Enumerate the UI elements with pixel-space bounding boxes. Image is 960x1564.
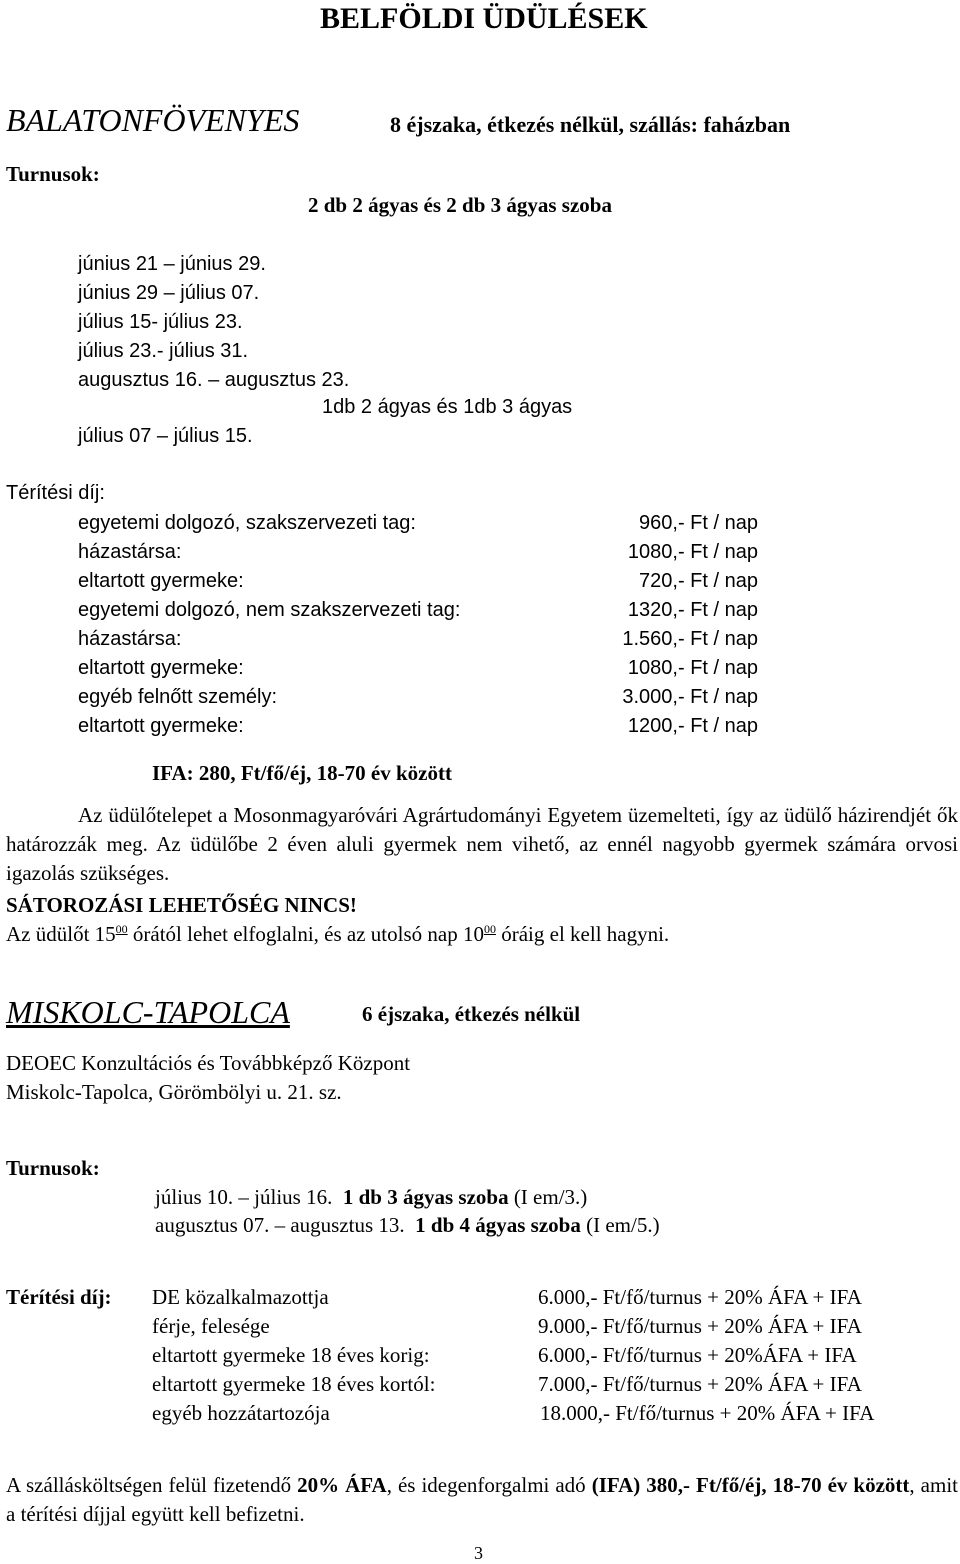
venue-name: DEOEC Konzultációs és Továbbképző Központ	[6, 1051, 411, 1075]
final-paragraph: A szállásköltségen felül fizetendő 20% ÁFA, és idegenforgalmi adó (IFA) 380,- Ft/fő/éj, 18-70 év között, amit a térítési díjjal együtt kell befizetni.	[6, 1473, 959, 1526]
fee-row-price: 9.000,- Ft/fő/turnus + 20% ÁFA + IFA	[538, 1314, 862, 1338]
fee-row	[78, 570, 758, 599]
page-title: BELFÖLDI ÜDÜLÉSEK	[320, 2, 648, 35]
fee-row-price: 1.560,- Ft / nap	[622, 628, 758, 650]
fee-row-label: egyéb felnőtt személy:	[78, 686, 277, 708]
fee-row-label: egyetemi dolgozó, szakszervezeti tag:	[78, 512, 416, 534]
list-item: augusztus 16. – augusztus 23.	[78, 369, 350, 391]
list-item: július 15- július 23.	[78, 311, 243, 333]
page-number: 3	[474, 1543, 483, 1563]
fee-row	[78, 657, 758, 686]
fee-row-price: 3.000,- Ft / nap	[622, 686, 758, 708]
fee-row-price: 7.000,- Ft/fő/turnus + 20% ÁFA + IFA	[538, 1372, 862, 1396]
checkin-text: Az üdülőt $15^{00}$ órától lehet elfoglalni, és az utolsó nap $10^{00}$ óráig el kell hagyni.	[6, 922, 670, 946]
fee-row-price: 1080,- Ft / nap	[627, 541, 758, 563]
rooms-note-2: 1db 2 ágyas és 1db 3 ágyas	[322, 396, 573, 418]
fee-row-price: 6.000,- Ft/fő/turnus + 20% ÁFA + IFA	[538, 1285, 862, 1309]
turnusok-label: Turnusok:	[6, 1156, 100, 1180]
fee-row-price: 960,- Ft / nap	[639, 512, 758, 534]
list-item: július 07 – július 15.	[78, 425, 253, 447]
fee-row-price: 1080,- Ft / nap	[627, 657, 758, 679]
fee-row-price: 1200,- Ft / nap	[627, 715, 758, 737]
fee-row	[78, 628, 758, 657]
fee-row-label: eltartott gyermeke 18 éves kortól:	[152, 1372, 436, 1396]
fee-row	[78, 715, 758, 744]
venue-address: Miskolc-Tapolca, Görömbölyi u. 21. sz.	[6, 1080, 342, 1104]
fee-row	[78, 512, 758, 541]
balaton-subtitle: 8 éjszaka, étkezés nélkül, szállás: faházban	[390, 112, 791, 137]
fee-row-price: 6.000,- Ft/fő/turnus + 20%ÁFA + IFA	[538, 1343, 857, 1367]
fee-row-label: egyetemi dolgozó, nem szakszervezeti tag:	[78, 599, 461, 621]
balaton-date-list	[78, 250, 349, 395]
ifa-note: IFA: 280, Ft/fő/éj, 18-70 év között	[152, 761, 452, 785]
fee-row	[0, 1285, 960, 1314]
fee-row-label: eltartott gyermeke 18 éves korig:	[152, 1343, 430, 1367]
fee-row-label: eltartott gyermeke:	[78, 657, 244, 679]
fee-row	[0, 1343, 960, 1372]
fee-row-label: házastársa:	[78, 628, 182, 650]
list-item: július 23.- július 31.	[78, 340, 249, 362]
fee-row-price: 18.000,- Ft/fő/turnus + 20% ÁFA + IFA	[540, 1401, 875, 1425]
fee-row-label: férje, felesége	[152, 1314, 270, 1338]
fee-row-price: 1320,- Ft / nap	[627, 599, 758, 621]
section-title-miskolc-tapolca: MISKOLC-TAPOLCA	[6, 994, 290, 1030]
fee-row	[0, 1372, 960, 1401]
list-item: június 29 – július 07.	[78, 282, 260, 304]
fee-row	[78, 686, 758, 715]
fee-row-label: egyéb hozzátartozója	[152, 1401, 330, 1425]
fee-row-label: DE közalkalmazottja	[152, 1285, 329, 1309]
fee-row	[0, 1401, 960, 1430]
fee-row-label: eltartott gyermeke:	[78, 570, 244, 592]
fee-label: Térítési díj:	[6, 482, 105, 504]
warning-text: SÁTOROZÁSI LEHETŐSÉG NINCS!	[6, 893, 357, 917]
miskolc-subtitle: 6 éjszaka, étkezés nélkül	[362, 1002, 581, 1026]
fee-row	[78, 541, 758, 570]
section-title-balatonfovenyes: BALATONFÖVENYES	[6, 102, 300, 138]
fee-row	[0, 1314, 960, 1343]
list-item: július 10. – július 16. 1 db 3 ágyas szoba (I em/3.)	[155, 1185, 588, 1209]
rooms-note: 2 db 2 ágyas és 2 db 3 ágyas szoba	[308, 193, 612, 217]
fee-label: Térítési díj:	[6, 1285, 112, 1309]
fee-row-price: 720,- Ft / nap	[639, 570, 758, 592]
fee-row	[78, 599, 758, 628]
info-paragraph: Az üdülőtelepet a Mosonmagyaróvári Agrártudományi Egyetem üzemelteti, így az üdülő házirendjét ők határozzák meg. Az üdülőbe 2 éven aluli gyermek nem vihető, az ennél nagyobb gyermek számára orvosi igazolás szükséges.	[6, 803, 958, 885]
list-item: június 21 – június 29.	[78, 253, 266, 275]
fee-row-label: házastársa:	[78, 541, 182, 563]
list-item: augusztus 07. – augusztus 13. 1 db 4 ágyas szoba (I em/5.)	[155, 1213, 660, 1237]
turnusok-label: Turnusok:	[6, 162, 100, 186]
fee-row-label: eltartott gyermeke:	[78, 715, 244, 737]
